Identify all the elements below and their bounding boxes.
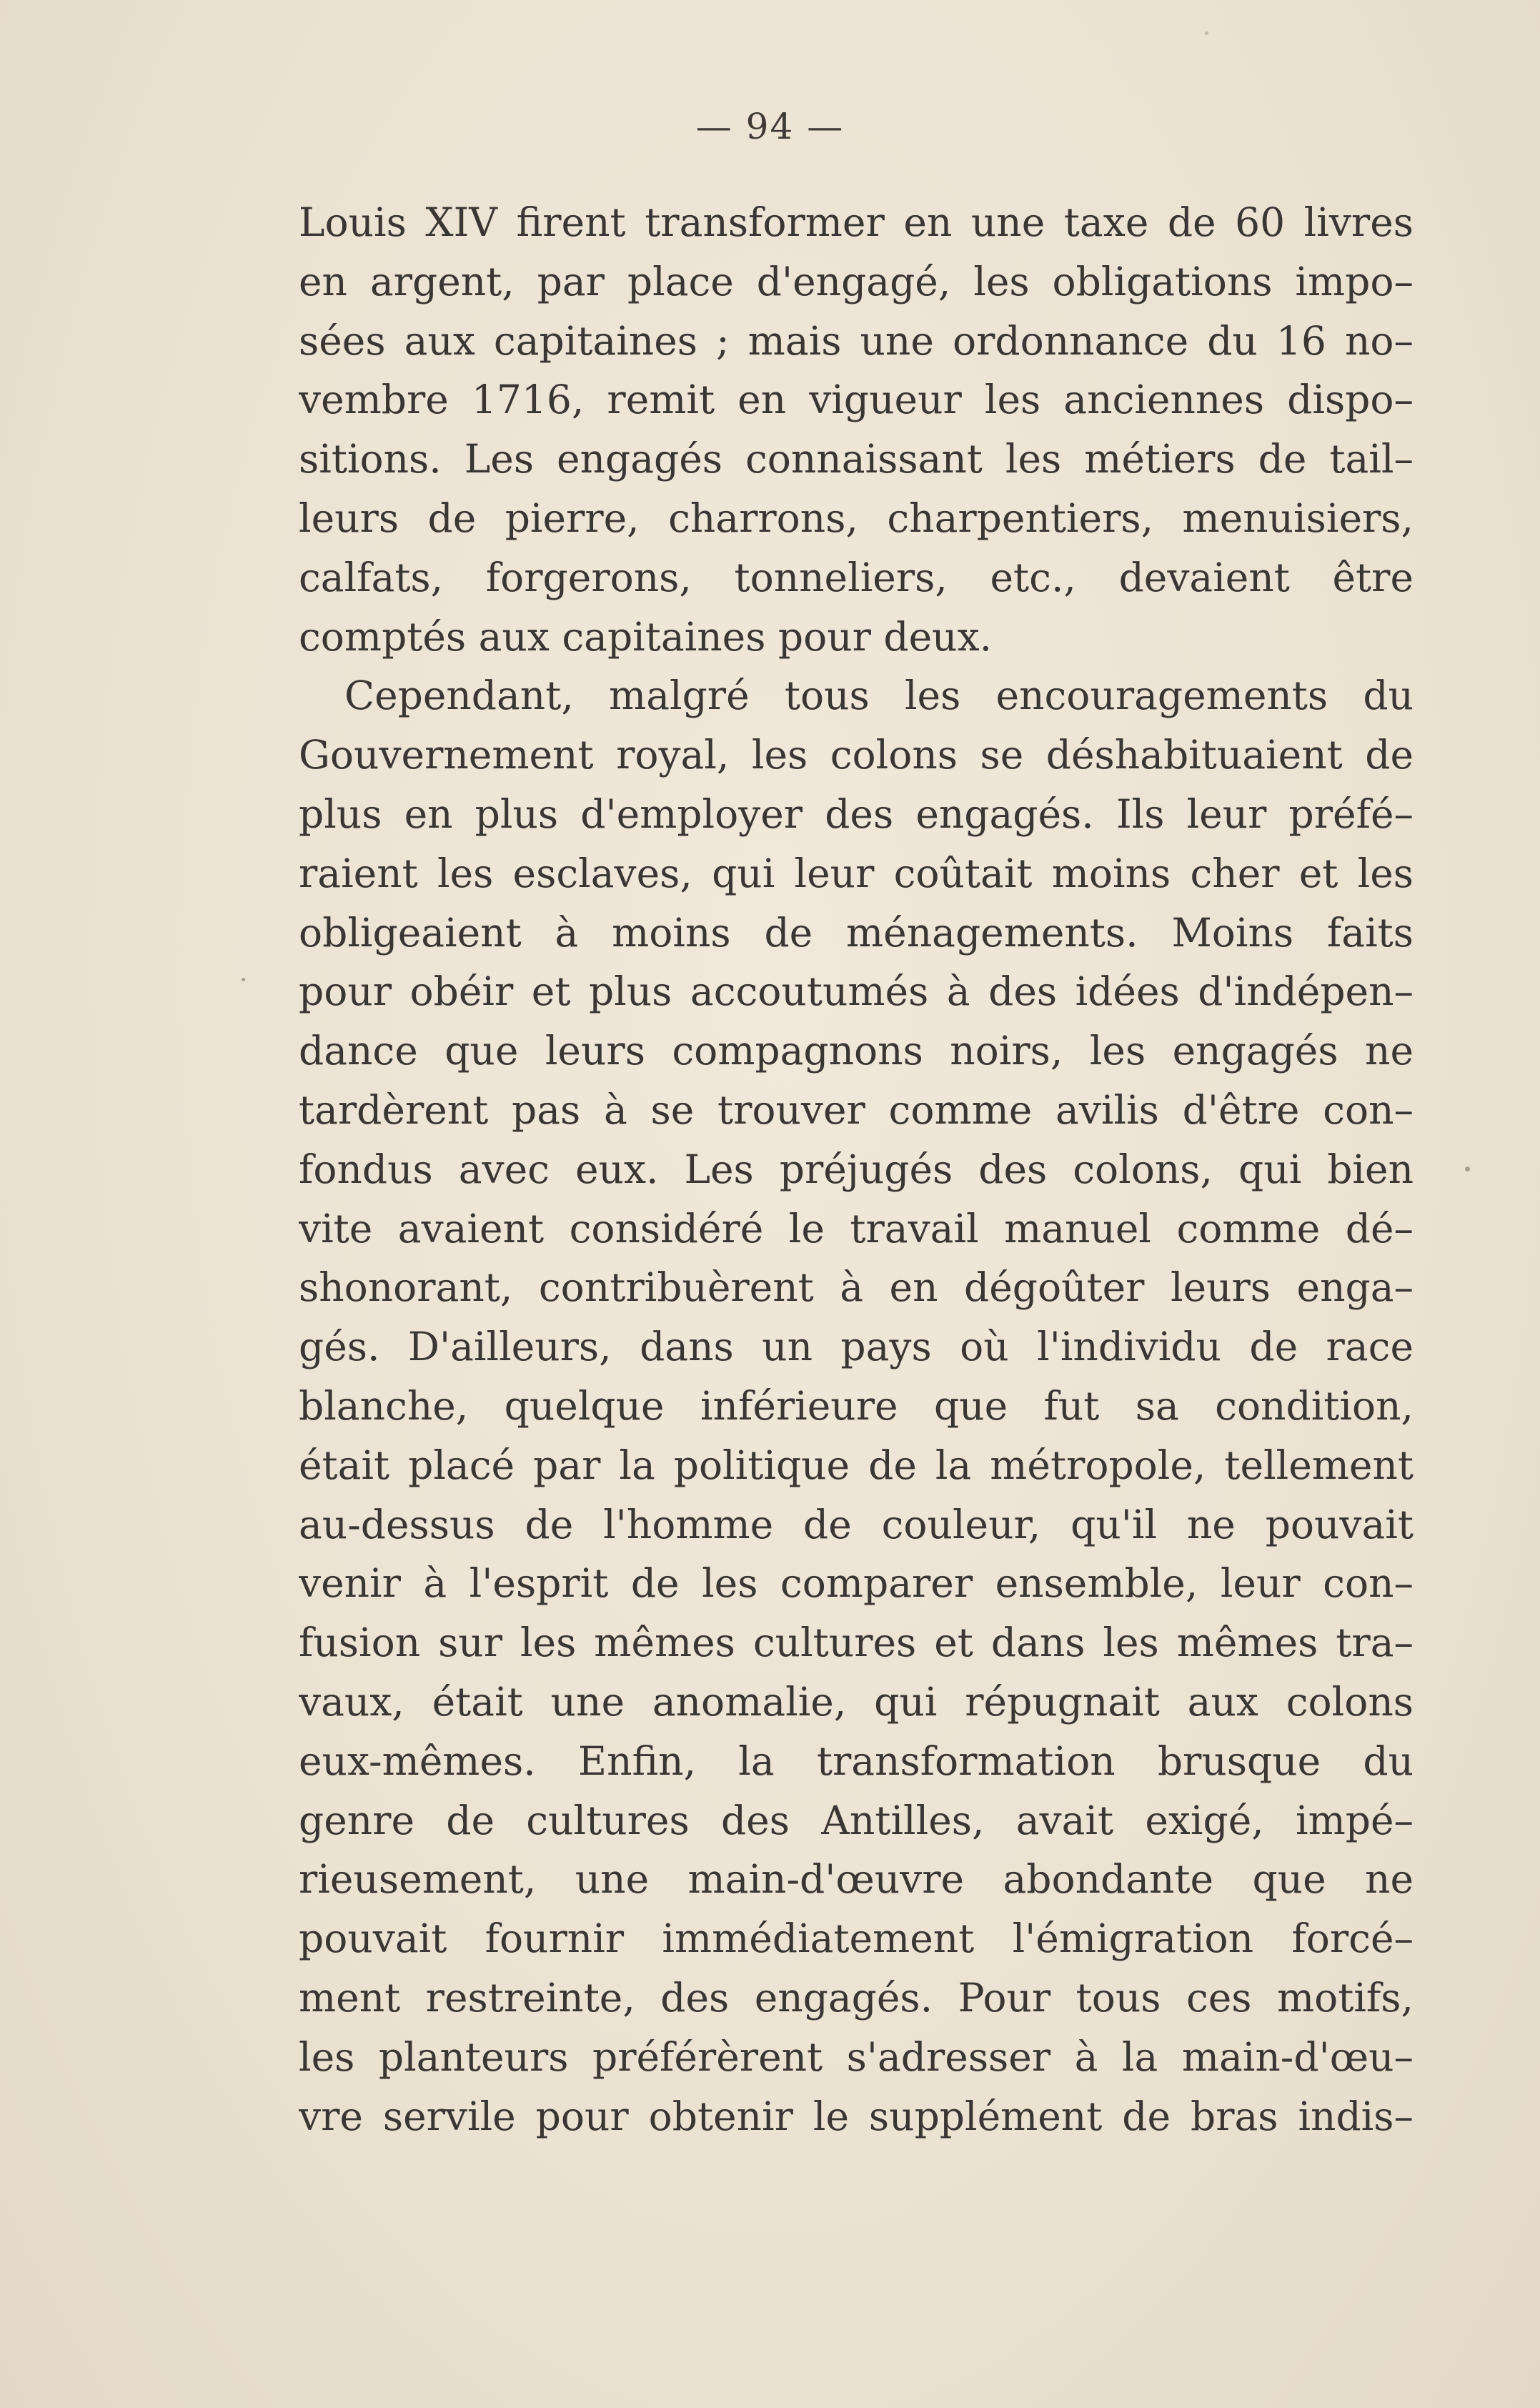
text-line: gés. D'ailleurs, dans un pays où l'individu de race xyxy=(299,1324,1414,1370)
text-line: venir à l'esprit de les comparer ensemble, leur con– xyxy=(299,1560,1414,1607)
text-line: pour obéir et plus accoutumés à des idées d'indépen– xyxy=(299,968,1414,1015)
text-line: fusion sur les mêmes cultures et dans les mêmes tra– xyxy=(299,1620,1414,1666)
text-line: blanche, quelque inférieure que fut sa condition, xyxy=(299,1382,1414,1429)
text-line: vembre 1716, remit en vigueur les anciennes dispo– xyxy=(299,377,1414,423)
paragraph-first-line: Cependant, malgré tous les encouragements du xyxy=(344,673,1414,719)
text-line: tardèrent pas à se trouver comme avilis d'être con– xyxy=(299,1086,1414,1133)
text-line: en argent, par place d'engagé, les obligations impo– xyxy=(299,258,1414,304)
text-line: fondus avec eux. Les préjugés des colons, qui bien xyxy=(299,1146,1414,1192)
paper-speck xyxy=(1205,31,1208,35)
text-line: plus en plus d'employer des engagés. Ils leur préfé– xyxy=(299,791,1414,837)
paper-speck xyxy=(242,978,245,981)
text-line: dance que leurs compagnons noirs, les engagés ne xyxy=(299,1028,1414,1074)
text-line: shonorant, contribuèrent à en dégoûter leurs enga– xyxy=(299,1264,1414,1311)
text-line: vaux, était une anomalie, qui répugnait aux colons xyxy=(299,1678,1414,1725)
text-line: au-dessus de l'homme de couleur, qu'il ne pouvait xyxy=(299,1501,1414,1547)
text-line: Louis XIV firent transformer en une taxe de 60 livres xyxy=(299,199,1414,245)
text-line: sées aux capitaines ; mais une ordonnance du 16 no– xyxy=(299,317,1414,364)
text-line: raient les esclaves, qui leur coûtait moins cher et les xyxy=(299,850,1414,896)
text-line: les planteurs préférèrent s'adresser à la main-d'œu– xyxy=(299,2033,1414,2080)
text-line: comptés aux capitaines pour deux. xyxy=(299,613,993,660)
text-line: vre servile pour obtenir le supplément de bras indis– xyxy=(299,2093,1414,2139)
body-text xyxy=(299,193,1414,2146)
text-line: eux-mêmes. Enfin, la transformation brusque du xyxy=(299,1738,1414,1784)
text-line: genre de cultures des Antilles, avait exigé, impé– xyxy=(299,1797,1414,1843)
text-line: était placé par la politique de la métropole, tellement xyxy=(299,1442,1414,1488)
text-line: ment restreinte, des engagés. Pour tous ces motifs, xyxy=(299,1974,1414,2021)
text-line: sitions. Les engagés connaissant les métiers de tail– xyxy=(299,436,1414,482)
text-line: calfats, forgerons, tonneliers, etc., devaient être xyxy=(299,554,1414,600)
text-line: leurs de pierre, charrons, charpentiers, menuisiers, xyxy=(299,495,1414,541)
page-number: — 94 — xyxy=(695,106,845,147)
paper-speck xyxy=(1465,1166,1470,1171)
text-line: vite avaient considéré le travail manuel comme dé– xyxy=(299,1205,1414,1252)
text-line: rieusement, une main-d'œuvre abondante que ne xyxy=(299,1856,1414,1903)
text-line: Gouvernement royal, les colons se déshabituaient de xyxy=(299,732,1414,778)
text-line: obligeaient à moins de ménagements. Moins faits xyxy=(299,909,1414,956)
text-line: pouvait fournir immédiatement l'émigration forcé– xyxy=(299,1916,1414,1962)
